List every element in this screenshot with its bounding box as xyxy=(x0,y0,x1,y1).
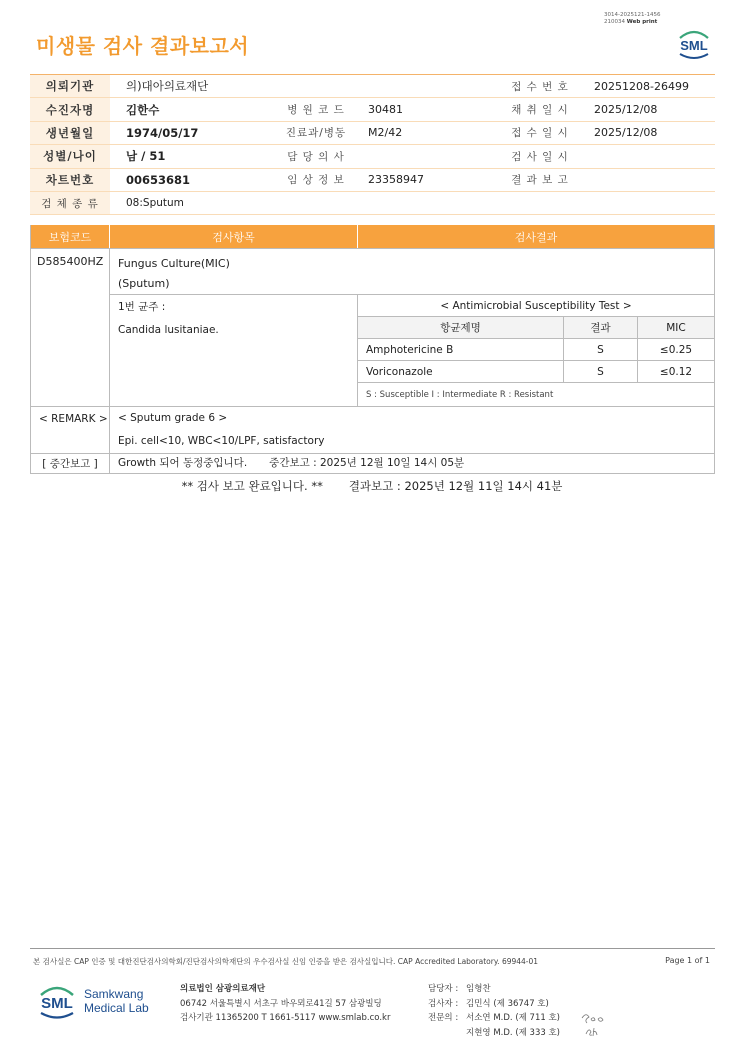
interim-label: [ 중간보고 ] xyxy=(31,454,110,473)
organization-info xyxy=(180,982,390,1026)
interim-time: 중간보고 : 2025년 12월 10일 14시 05분 xyxy=(269,457,465,469)
completion-line xyxy=(0,478,744,494)
interim-text xyxy=(110,454,714,473)
staff-value: 서소연 M.D. (제 711 호) xyxy=(466,1013,561,1023)
page-title: 미생물 검사 결과보고서 xyxy=(36,34,250,58)
brand-line: Medical Lab xyxy=(84,1001,149,1015)
footer-logo xyxy=(36,980,149,1022)
remark-line: Epi. cell<10, WBC<10/LPF, satisfactory xyxy=(118,435,325,447)
sml-logo-icon xyxy=(674,24,714,64)
staff-row xyxy=(428,1026,560,1041)
value-birthdate: 1974/05/17 xyxy=(126,125,199,140)
label-requester: 의뢰기관 xyxy=(30,75,110,97)
label-test-date: 검 사 일 시 xyxy=(511,150,569,163)
ast-row xyxy=(358,339,714,361)
label-physician: 담 당 의 사 xyxy=(287,150,345,163)
value-collection-date: 2025/12/08 xyxy=(594,103,658,117)
ast-legend: S : Susceptible I : Intermediate R : Resistant xyxy=(366,389,554,400)
value-patient-name: 김한수 xyxy=(126,102,160,117)
label-collection-date: 채 취 일 시 xyxy=(511,104,569,117)
organism-label: 1번 균주 : xyxy=(118,301,166,313)
label-sex-age: 성별/나이 xyxy=(30,145,110,167)
organism-cell xyxy=(110,295,358,406)
ast-col-drug: 항균제명 xyxy=(358,317,564,338)
staff-label: 담당자 : xyxy=(428,984,459,994)
signature-icon xyxy=(578,1010,614,1040)
accreditation-note: 본 검사실은 CAP 인증 및 대한진단검사의학회/진단검사의학재단의 우수검사실 신임 인증을 받은 검사실입니다. CAP Accredited Laboratory. 69944-01 xyxy=(33,957,539,966)
staff-value: 임형찬 xyxy=(466,984,491,994)
test-name: Fungus Culture(MIC) xyxy=(118,257,230,270)
print-meta-line2: 210034 Web print xyxy=(604,19,658,25)
org-address: 06742 서울특별시 서초구 바우뫼로41길 57 삼광빌딩 xyxy=(180,998,382,1009)
staff-row xyxy=(428,982,560,997)
svg-text:SML: SML xyxy=(680,38,708,53)
header-insurance-code: 보험코드 xyxy=(31,225,110,248)
completion-time: 결과보고 : 2025년 12월 11일 14시 41분 xyxy=(348,479,563,493)
info-row xyxy=(30,98,715,121)
ast-row xyxy=(358,361,714,383)
culture-section xyxy=(110,294,714,406)
org-name: 의료법인 삼광의료재단 xyxy=(180,984,266,994)
value-department: M2/42 xyxy=(368,126,403,140)
remark-line: < Sputum grade 6 > xyxy=(118,412,228,424)
staff-value: 김민식 (제 36747 호) xyxy=(466,998,549,1009)
brand-line: Samkwang xyxy=(84,987,144,1001)
patient-info-table xyxy=(30,74,715,215)
ast-col-result: 결과 xyxy=(564,317,638,338)
staff-label: 검사자 : xyxy=(428,998,459,1009)
ast-panel xyxy=(358,295,714,406)
test-block xyxy=(31,248,714,406)
label-clinical-info: 임 상 정 보 xyxy=(287,174,345,187)
remark-text xyxy=(110,407,714,453)
print-meta-line1: 3014-2025121-1456 xyxy=(604,12,661,18)
sml-logo-icon xyxy=(36,980,78,1022)
remark-label: < REMARK > xyxy=(31,407,110,453)
header-test-result: 검사결과 xyxy=(514,230,558,244)
value-specimen-type: 08:Sputum xyxy=(126,197,184,210)
ast-mic: ≤0.25 xyxy=(659,343,693,356)
organism-name: Candida lusitaniae. xyxy=(118,324,219,336)
label-birthdate: 생년월일 xyxy=(30,122,110,144)
ast-drug: Voriconazole xyxy=(358,361,564,382)
value-accession-no: 20251208-26499 xyxy=(594,79,689,93)
staff-info xyxy=(428,982,560,1040)
label-result-report: 결 과 보 고 xyxy=(511,174,569,187)
brand-name xyxy=(84,987,149,1015)
ast-result: S xyxy=(564,361,638,382)
label-chart-no: 차트번호 xyxy=(30,169,110,191)
org-contact: 검사기관 11365200 T 1661-5117 www.smlab.co.kr xyxy=(180,1013,391,1023)
result-table xyxy=(30,225,715,474)
header-test-item: 검사항목 xyxy=(110,225,358,248)
interim-status: Growth 되어 동정중입니다. xyxy=(118,457,248,469)
page-number: Page 1 of 1 xyxy=(665,956,710,965)
print-meta xyxy=(604,12,660,26)
svg-text:SML: SML xyxy=(41,995,73,1012)
info-row xyxy=(30,145,715,168)
label-department: 진료과/병동 xyxy=(285,127,347,140)
value-chart-no: 00653681 xyxy=(126,172,191,187)
label-specimen-type: 검 체 종 류 xyxy=(30,192,110,214)
staff-label: 전문의 : xyxy=(428,1013,459,1023)
label-hospital-code: 병 원 코 드 xyxy=(287,104,345,117)
label-patient-name: 수진자명 xyxy=(30,98,110,120)
ast-header-row xyxy=(358,317,714,339)
staff-row xyxy=(428,997,560,1012)
label-received-date: 접 수 일 시 xyxy=(511,127,569,140)
ast-mic: ≤0.12 xyxy=(659,365,693,378)
info-row xyxy=(30,192,715,215)
test-code: D585400HZ xyxy=(31,249,110,406)
info-row xyxy=(30,169,715,192)
value-requester: 의)대아의료재단 xyxy=(126,79,209,94)
staff-value: 지현영 M.D. (제 333 호) xyxy=(466,1027,561,1038)
remark-block xyxy=(31,406,714,453)
interim-block xyxy=(31,453,714,473)
ast-drug: Amphotericine B xyxy=(358,339,564,360)
completion-text: ** 검사 보고 완료입니다. ** xyxy=(181,479,323,493)
label-accession-no: 접 수 번 호 xyxy=(511,80,569,93)
value-sex-age: 남 / 51 xyxy=(126,149,166,164)
test-specimen: (Sputum) xyxy=(118,277,170,290)
staff-row xyxy=(428,1011,560,1026)
staff-label xyxy=(428,1026,466,1041)
info-row xyxy=(30,75,715,98)
ast-result: S xyxy=(564,339,638,360)
ast-title: < Antimicrobial Susceptibility Test > xyxy=(358,295,714,317)
value-hospital-code: 30481 xyxy=(368,103,403,117)
value-received-date: 2025/12/08 xyxy=(594,126,658,140)
info-row xyxy=(30,122,715,145)
ast-col-mic: MIC xyxy=(666,321,686,334)
result-table-header xyxy=(31,225,714,248)
footer-divider xyxy=(30,948,715,949)
test-title xyxy=(110,249,714,294)
value-clinical-info: 23358947 xyxy=(368,173,424,187)
